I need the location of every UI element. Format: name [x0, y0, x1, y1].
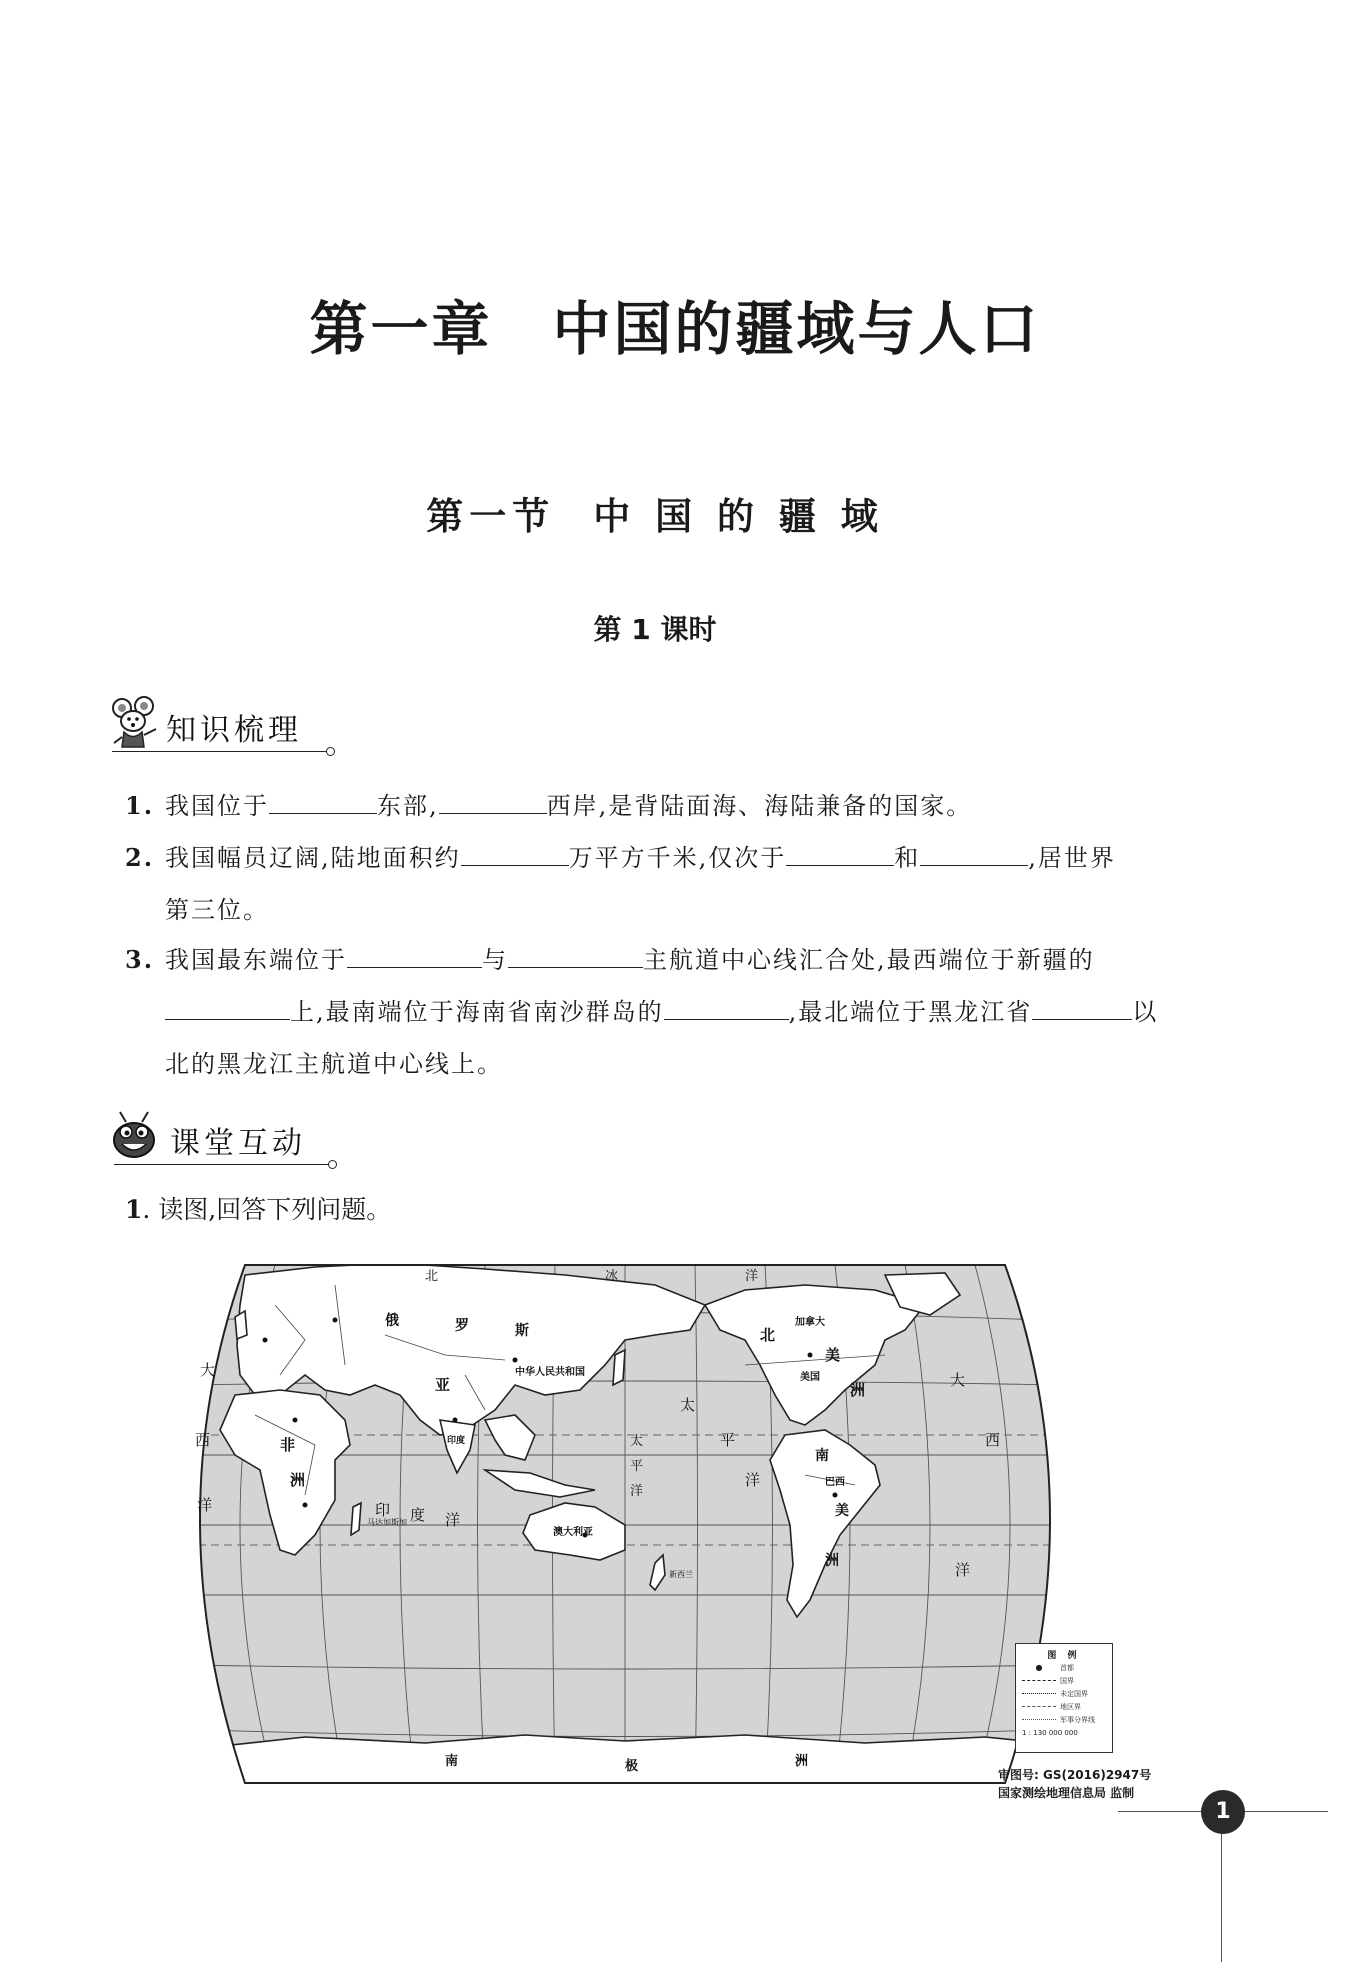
footer-line [1221, 1832, 1222, 1962]
item-text: 主航道中心线汇合处,最西端位于新疆的 [643, 946, 1095, 974]
label-canada: 加拿大 [795, 1317, 825, 1328]
label-arctic: 北 [425, 1269, 439, 1284]
legend-title: 图 例 [1047, 1651, 1081, 1661]
answer-blank[interactable] [269, 791, 377, 814]
label-usa: 美国 [800, 1372, 820, 1383]
label-russia: 罗 [455, 1318, 469, 1334]
label-atlantic: 洋 [955, 1561, 971, 1579]
item-continuation: 第三位。 [165, 896, 269, 924]
knowledge-item-1 [125, 780, 1205, 832]
label-asia: 亚 [435, 1376, 451, 1394]
label-china: 中华人民共和国 [515, 1367, 585, 1378]
label-pacific-west: 洋 [630, 1484, 644, 1499]
label-nz: 新西兰 [669, 1570, 693, 1579]
item-text: 我国最东端位于 [165, 946, 347, 974]
item-continuation: 北的黑龙江主航道中心线上。 [165, 1050, 503, 1078]
item-text: 我国位于 [165, 792, 269, 820]
knowledge-heading-text: 知识梳理 [166, 713, 302, 748]
label-pacific-west: 平 [630, 1459, 644, 1474]
item-text: ,居世界 [1028, 844, 1116, 872]
label-south-america: 美 [835, 1503, 849, 1519]
answer-blank[interactable] [786, 843, 894, 866]
label-madagascar: 马达加斯加 [367, 1518, 407, 1527]
item-number: 3. [125, 945, 155, 974]
item-text: 万平方千米,仅次于 [568, 844, 787, 872]
chapter-label: 第一章 [309, 295, 493, 363]
label-pacific-west: 太 [630, 1434, 644, 1449]
label-africa: 洲 [290, 1471, 306, 1489]
label-antarctica: 南 [445, 1754, 459, 1769]
question-number: 1 [125, 1195, 143, 1224]
legend-row: 未定国界 [1016, 1687, 1112, 1700]
item-number: 2. [125, 843, 155, 872]
label-north-america: 北 [760, 1326, 776, 1344]
legend-scale: 1 : 130 000 000 [1022, 1728, 1078, 1737]
answer-blank[interactable] [461, 843, 569, 866]
approval-line: 审图号: GS(2016)2947号 [998, 1768, 1152, 1782]
uk-land [235, 1311, 247, 1339]
item-text: 我国幅员辽阔,陆地面积约 [165, 844, 461, 872]
japan-land [613, 1350, 625, 1385]
chapter-title [0, 282, 1350, 366]
label-pacific: 洋 [745, 1471, 761, 1489]
legend-row: ● 首都 [1035, 1663, 1074, 1672]
chapter-name: 中国的疆域与人口 [552, 295, 1041, 363]
answer-blank[interactable] [439, 791, 547, 814]
label-atlantic-west: 西 [195, 1431, 211, 1449]
world-map-svg [185, 1245, 1065, 1800]
answer-blank[interactable] [347, 945, 482, 968]
heading-underline [112, 751, 328, 752]
heading-dot [328, 1160, 337, 1169]
lesson-title: 第 1 课时 [593, 613, 717, 646]
answer-blank[interactable] [1032, 997, 1132, 1020]
item-number: 1. [125, 791, 155, 820]
label-south-america: 南 [815, 1448, 829, 1464]
classroom-heading-text: 课堂互动 [170, 1126, 306, 1161]
label-russia: 斯 [515, 1323, 529, 1339]
page-number: 1 [1201, 1790, 1245, 1834]
section-title [0, 486, 1310, 540]
question-1 [125, 1190, 391, 1226]
map-legend [1015, 1643, 1113, 1753]
label-australia: 澳大利亚 [553, 1527, 593, 1538]
label-atlantic: 大 [950, 1371, 966, 1389]
item-continuation [125, 986, 1205, 1038]
label-brazil: 巴西 [825, 1477, 845, 1488]
label-pacific: 太 [680, 1396, 696, 1414]
item-text: 以 [1132, 998, 1159, 1026]
section-name: 中 国 的 疆 域 [593, 494, 884, 538]
legend-row: 军事分界线 [1016, 1713, 1112, 1726]
map-approval [998, 1766, 1151, 1802]
label-south-america: 洲 [825, 1553, 839, 1569]
bug-mascot-icon [110, 1110, 166, 1164]
mouse-mascot-icon [108, 695, 166, 753]
item-text: 上,最南端位于海南省南沙群岛的 [290, 998, 664, 1026]
item-text: 西岸,是背陆面海、海陆兼备的国家。 [546, 792, 973, 820]
section-label: 第一节 [426, 494, 556, 538]
legend-row: 国界 [1016, 1674, 1112, 1687]
answer-blank[interactable] [664, 997, 789, 1020]
classroom-heading [110, 1108, 340, 1170]
label-africa: 非 [280, 1436, 296, 1454]
label-indian: 印 [375, 1501, 391, 1519]
knowledge-item-3 [125, 934, 1205, 1090]
answer-blank[interactable] [920, 843, 1028, 866]
heading-underline [114, 1164, 330, 1165]
label-atlantic-west: 洋 [197, 1496, 213, 1514]
knowledge-item-2 [125, 832, 1205, 936]
label-russia: 俄 [385, 1313, 399, 1329]
madagascar-land [351, 1503, 361, 1535]
label-north-america: 美 [825, 1346, 841, 1364]
approval-line: 国家测绘地理信息局 监制 [998, 1786, 1135, 1800]
item-text: 东部, [377, 792, 439, 820]
heading-dot [326, 747, 335, 756]
label-atlantic-west: 大 [200, 1361, 216, 1379]
label-arctic: 冰 [605, 1269, 619, 1284]
label-indian: 洋 [445, 1511, 461, 1529]
label-pacific: 平 [720, 1431, 736, 1449]
label-antarctica: 极 [625, 1759, 639, 1774]
legend-row: 地区界 [1016, 1700, 1112, 1713]
answer-blank[interactable] [165, 997, 290, 1020]
item-text: 和 [894, 844, 921, 872]
answer-blank[interactable] [508, 945, 643, 968]
label-india: 印度 [447, 1436, 466, 1446]
label-atlantic: 西 [985, 1431, 1001, 1449]
label-indian: 度 [410, 1506, 426, 1524]
world-map [185, 1245, 1065, 1800]
item-text: ,最北端位于黑龙江省 [788, 998, 1033, 1026]
question-text: . 读图,回答下列问题。 [142, 1195, 392, 1224]
label-arctic: 洋 [745, 1269, 759, 1284]
label-antarctica: 洲 [795, 1754, 809, 1769]
item-text: 与 [482, 946, 508, 974]
knowledge-heading [108, 695, 338, 757]
label-north-america: 洲 [850, 1381, 866, 1399]
